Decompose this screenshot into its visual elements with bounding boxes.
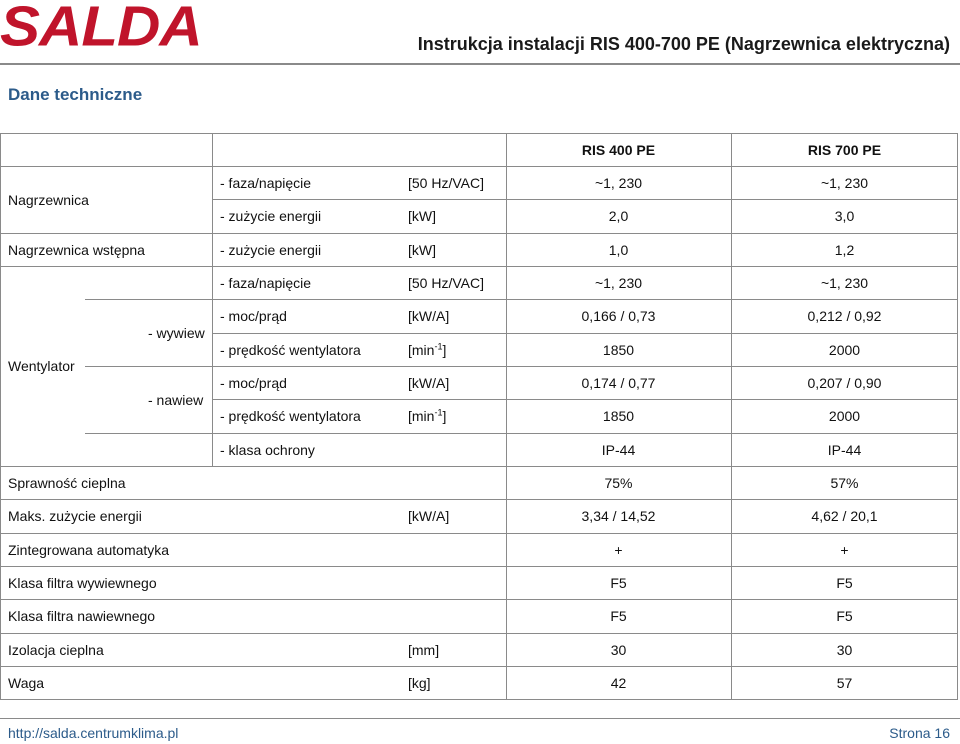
row-label: Klasa filtra nawiewnego [8, 608, 156, 624]
unit-label: [50 Hz/VAC] [408, 175, 484, 191]
value-ris700: 3,0 [834, 208, 855, 224]
value-ris400: F5 [610, 575, 627, 591]
group-label-wentylator: Wentylator [8, 358, 75, 374]
unit-label: [kW/A] [408, 508, 450, 524]
value-ris400: 75% [604, 475, 633, 491]
unit-label [408, 342, 446, 358]
unit-label: [kW/A] [408, 375, 450, 391]
value-ris700: 2000 [828, 342, 861, 358]
param-label: - zużycie energii [220, 242, 322, 258]
row-label: Izolacja cieplna [8, 642, 104, 658]
value-ris400: IP-44 [601, 442, 636, 458]
unit-end: ] [442, 408, 447, 424]
unit-label: [kW] [408, 242, 436, 258]
param-label: - faza/napięcie [220, 175, 312, 191]
value-ris400: ~1, 230 [594, 275, 643, 291]
value-ris400: 30 [610, 642, 627, 658]
group-label-nagrzewnica: Nagrzewnica [8, 192, 89, 208]
param-label: - faza/napięcie [220, 275, 312, 291]
value-ris700: 57 [836, 675, 853, 691]
value-ris700: ~1, 230 [820, 175, 869, 191]
value-ris400: + [614, 542, 623, 558]
param-label: - prędkość wentylatora [220, 342, 361, 358]
unit-label: [kW] [408, 208, 436, 224]
column-header-ris700: RIS 700 PE [807, 142, 882, 158]
value-ris700: F5 [836, 608, 853, 624]
column-header-ris400: RIS 400 PE [581, 142, 656, 158]
value-ris400: 1850 [602, 408, 635, 424]
row-label: Klasa filtra wywiewnego [8, 575, 157, 591]
unit-superscript: -1 [434, 341, 443, 352]
value-ris700: 4,62 / 20,1 [811, 508, 878, 524]
unit-label: [kW/A] [408, 308, 450, 324]
value-ris400: F5 [610, 608, 627, 624]
unit-base: [min [408, 342, 435, 358]
param-label: - klasa ochrony [220, 442, 315, 458]
value-ris400: 3,34 / 14,52 [581, 508, 656, 524]
value-ris400: 1850 [602, 342, 635, 358]
page-number: Strona 16 [889, 725, 950, 741]
subgroup-label-nawiew: - nawiew [148, 392, 204, 408]
unit-label: [kg] [408, 675, 431, 691]
section-title: Dane techniczne [8, 85, 143, 104]
value-ris400: 2,0 [608, 208, 629, 224]
value-ris400: ~1, 230 [594, 175, 643, 191]
unit-superscript: -1 [434, 407, 443, 418]
param-label: - prędkość wentylatora [220, 408, 361, 424]
unit-base: [min [408, 408, 435, 424]
footer-link[interactable]: http://salda.centrumklima.pl [8, 725, 179, 741]
param-label: - moc/prąd [220, 308, 287, 324]
value-ris700: 57% [830, 475, 859, 491]
document-title: Instrukcja instalacji RIS 400-700 PE (Nagrzewnica elektryczna) [417, 34, 950, 54]
unit-end: ] [442, 342, 447, 358]
value-ris400: 42 [610, 675, 627, 691]
technical-data-table [0, 133, 958, 700]
value-ris700: + [840, 542, 849, 558]
footer-divider [0, 718, 960, 719]
value-ris700: 2000 [828, 408, 861, 424]
unit-label: [50 Hz/VAC] [408, 275, 484, 291]
value-ris700: 30 [836, 642, 853, 658]
value-ris700: F5 [836, 575, 853, 591]
row-label: Maks. zużycie energii [8, 508, 142, 524]
value-ris700: IP-44 [827, 442, 862, 458]
param-label: - moc/prąd [220, 375, 287, 391]
value-ris700: 0,212 / 0,92 [807, 308, 882, 324]
unit-label: [mm] [408, 642, 440, 658]
value-ris400: 0,166 / 0,73 [581, 308, 656, 324]
row-label: Waga [8, 675, 45, 691]
value-ris700: 1,2 [834, 242, 855, 258]
subgroup-label-wywiew: - wywiew [148, 325, 205, 341]
header-divider [0, 63, 960, 65]
row-label: Sprawność cieplna [8, 475, 126, 491]
value-ris700: 0,207 / 0,90 [807, 375, 882, 391]
param-label: - zużycie energii [220, 208, 322, 224]
group-label-nagrzewnica-wstepna: Nagrzewnica wstępna [8, 242, 145, 258]
value-ris400: 0,174 / 0,77 [581, 375, 656, 391]
salda-logo: SALDA [0, 0, 202, 58]
value-ris400: 1,0 [608, 242, 629, 258]
row-label: Zintegrowana automatyka [8, 542, 170, 558]
value-ris700: ~1, 230 [820, 275, 869, 291]
unit-label [408, 408, 446, 424]
